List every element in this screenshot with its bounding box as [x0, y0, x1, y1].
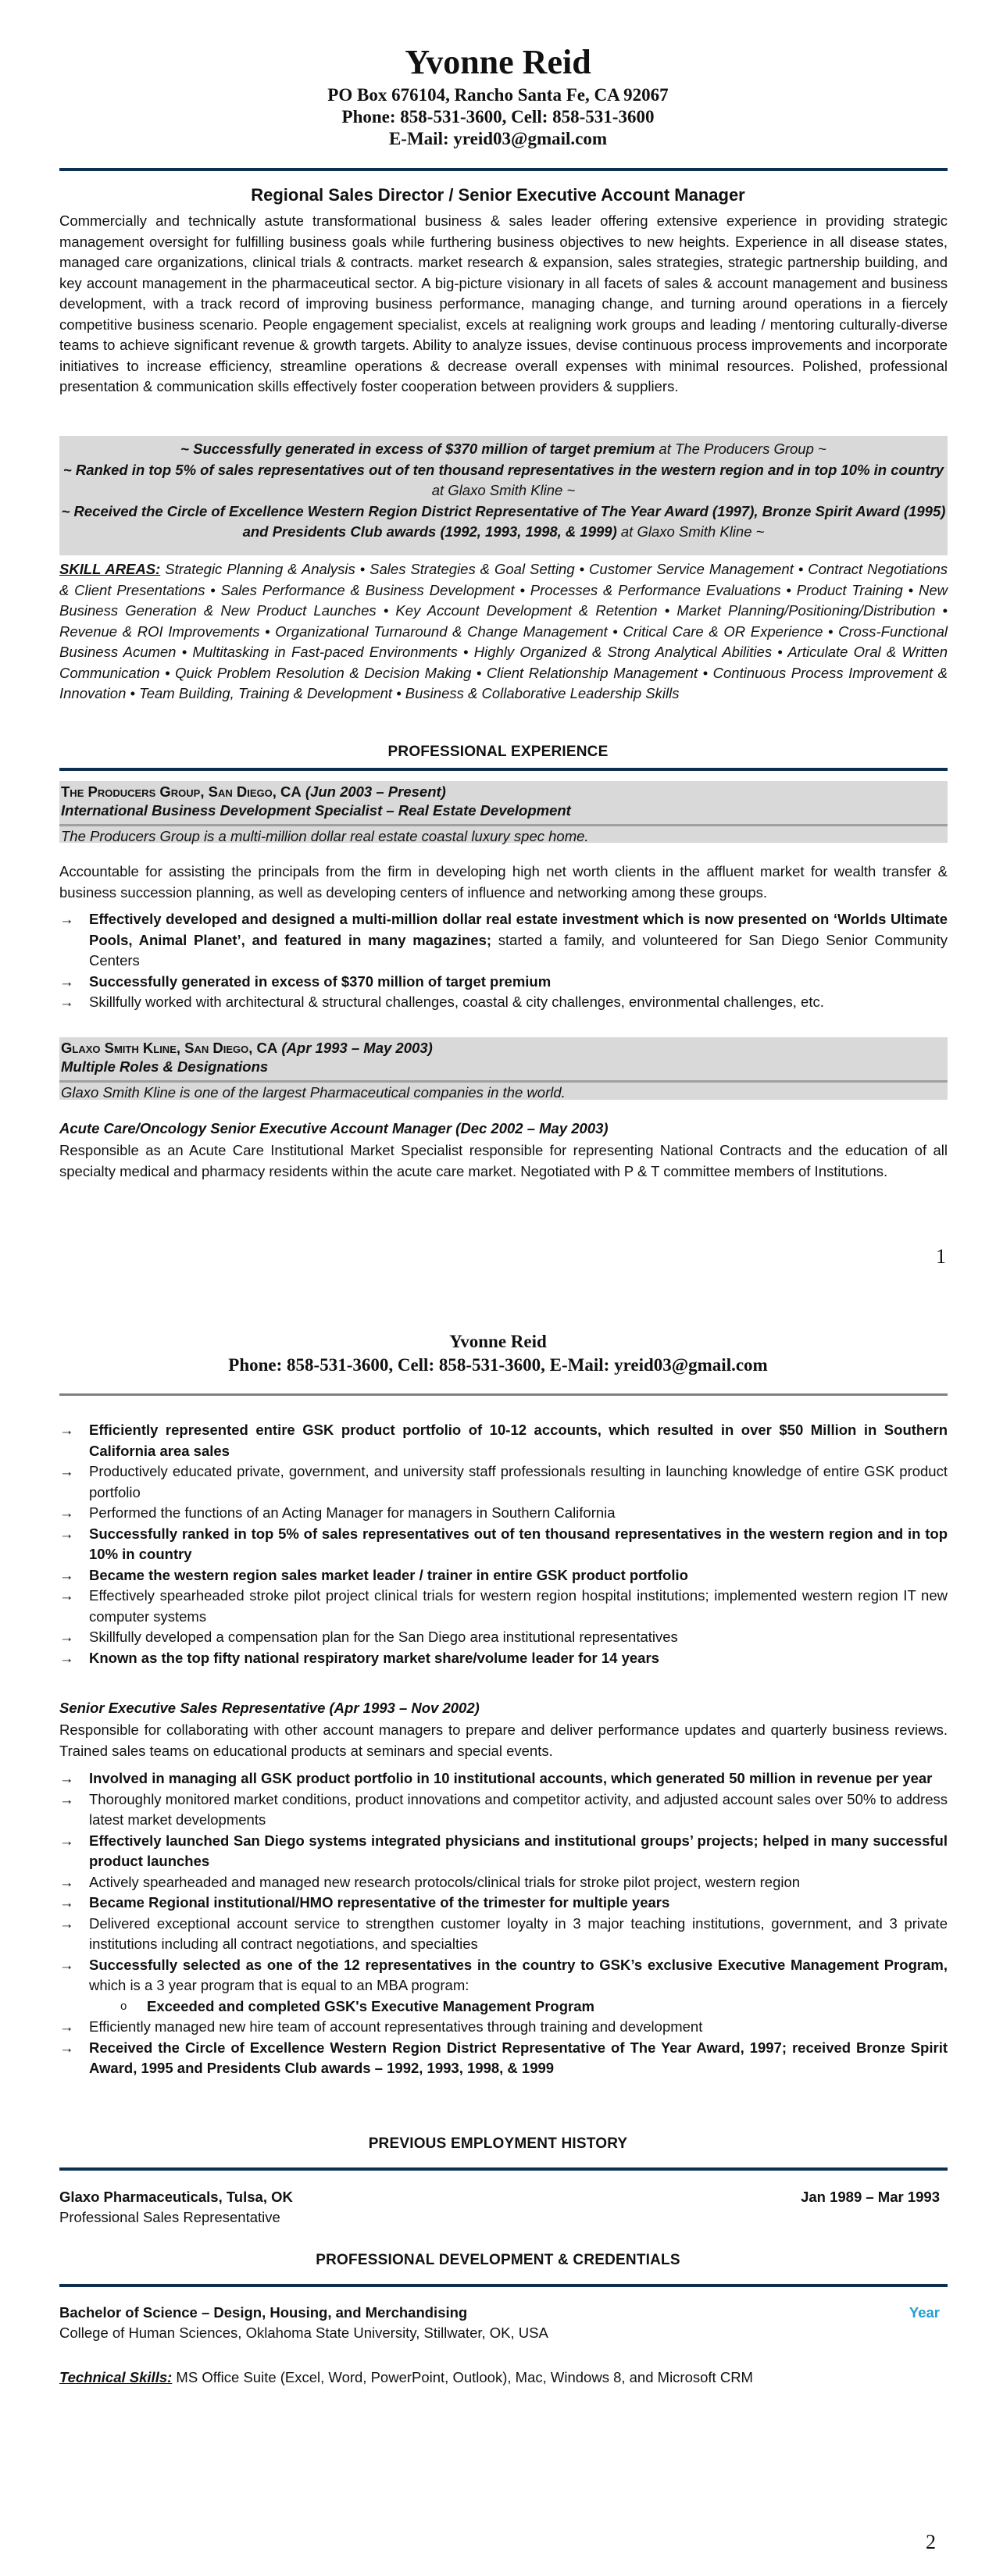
credentials-divider: [59, 2284, 948, 2287]
previous-employment-divider: [59, 2167, 948, 2171]
job1-dates: (Jun 2003 – Present): [305, 783, 446, 800]
list-item: → Successfully generated in excess of $370 million of target premium: [59, 972, 948, 993]
arrow-bullet-icon: →: [59, 2018, 74, 2035]
list-item: → Performed the functions of an Acting Manager for managers in Southern California: [59, 1503, 948, 1524]
page2-contact: Phone: 858-531-3600, Cell: 858-531-3600, E-Mail: yreid03@gmail.com: [228, 1355, 768, 1375]
arrow-bullet-icon: →: [59, 1894, 74, 1911]
job1-company-desc: The Producers Group is a multi-million dollar real estate coastal luxury spec home.: [61, 828, 589, 844]
job1-company-line: [59, 781, 948, 801]
education-year: Year: [909, 2304, 940, 2321]
previous-job: [59, 2187, 948, 2228]
arrow-bullet-icon: →: [59, 972, 74, 990]
arrow-bullet-icon: →: [59, 1463, 74, 1479]
list-item: → Became the western region sales market leader / trainer in entire GSK product portfolio: [59, 1565, 948, 1586]
page-number-2: 2: [926, 2531, 936, 2553]
phone: Phone: 858-531-3600, Cell: 858-531-3600: [341, 107, 655, 127]
highlights-box: [59, 436, 948, 555]
job1-company: The Producers Group, San Diego, CA: [61, 783, 302, 800]
education-degree: Bachelor of Science – Design, Housing, and Merchandising: [59, 2304, 468, 2321]
list-item: → Actively spearheaded and managed new research protocols/clinical trials for stroke pilot project, western region: [59, 1872, 948, 1893]
job2-company: Glaxo Smith Kline, San Diego, CA: [61, 1040, 278, 1056]
arrow-bullet-icon: →: [59, 1873, 74, 1890]
arrow-bullet-icon: →: [59, 1566, 74, 1583]
list-item: → Skillfully worked with architectural & structural challenges, coastal & city challenges, environmental challenges, etc.: [59, 992, 948, 1013]
page2-name: Yvonne Reid: [449, 1332, 547, 1351]
subrole1-bullets: [59, 1420, 948, 1668]
highlight-3: ~ Received the Circle of Excellence Western Region District Representative of The Year Award (1997), Bronze Spirit Award (1995) and Presidents Club awards (1992, 1993, 1998, & 1999) at Glaxo Smith Kline ~: [61, 502, 946, 540]
arrow-bullet-icon: →: [59, 1525, 74, 1542]
arrow-bullet-icon: →: [59, 1770, 74, 1786]
job2-company-desc: Glaxo Smith Kline is one of the largest Pharmaceutical companies in the world.: [61, 1084, 566, 1101]
previous-job-dates: Jan 1989 – Mar 1993: [801, 2189, 940, 2205]
arrow-bullet-icon: →: [59, 1832, 74, 1849]
job1-role: International Business Development Specialist – Real Estate Development: [61, 802, 571, 819]
section-title-experience: PROFESSIONAL EXPERIENCE: [387, 744, 609, 760]
previous-job-company: Glaxo Pharmaceuticals, Tulsa, OK: [59, 2189, 293, 2205]
arrow-bullet-icon: →: [59, 2039, 74, 2056]
arrow-bullet-icon: →: [59, 1629, 74, 1645]
list-item: → Known as the top fifty national respiratory market share/volume leader for 14 years: [59, 1648, 948, 1669]
list-item: → Thoroughly monitored market conditions, product innovations and competitor activity, and adjusted account sales over 50% to address latest market developments: [59, 1790, 948, 1828]
list-item: → Became Regional institutional/HMO representative of the trimester for multiple years: [59, 1893, 948, 1914]
technical-skills: [59, 2367, 948, 2388]
headline: Regional Sales Director / Senior Executive Account Manager: [251, 185, 745, 205]
page-number-1: 1: [936, 1245, 946, 1268]
list-item: → Productively educated private, government, and university staff professionals resulting in launching knowledge of entire GSK product portfolio: [59, 1463, 948, 1500]
list-item: → Efficiently managed new hire team of account representatives through training and development: [59, 2017, 948, 2038]
subrole1-description: Responsible as an Acute Care Institutional Market Specialist responsible for representing National Contracts and the education of all specialty medical and pharmacy residents within the acute care market. Negotiated with P & T committee members of Institutions.: [59, 1142, 948, 1179]
list-item-sub: o Exceeded and completed GSK's Executive Management Program: [59, 1996, 948, 2018]
list-item: → Successfully selected as one of the 12 representatives in the country to GSK’s exclusive Executive Management Program, which is a 3 year program that is equal to an MBA program:: [59, 1956, 948, 1993]
arrow-bullet-icon: →: [59, 911, 74, 927]
list-item: → Efficiently represented entire GSK product portfolio of 10-12 accounts, which resulted in over $50 Million in Southern California area sales: [59, 1422, 948, 1459]
list-item: → Effectively developed and designed a multi-million dollar real estate investment which is now presented on ‘Worlds Ultimate Pools, Animal Planet’, and featured in many magazines; started a family, and volunteered for San Diego Senior Community Centers: [59, 911, 948, 969]
job1-description: Accountable for assisting the principals from the firm in developing high net worth clients in the affluent market for wealth transfer & business succession planning, as well as developing centers of influence and networking among these groups.: [59, 863, 948, 901]
job2-role: Multiple Roles & Designations: [61, 1058, 269, 1075]
highlight-2: ~ Ranked in top 5% of sales representatives out of ten thousand representatives in the western region and in top 10% in country at Glaxo Smith Kline ~: [62, 461, 944, 498]
job2-company-line: [59, 1037, 948, 1058]
circle-bullet-icon: o: [120, 1999, 127, 2013]
job2-dates: (Apr 1993 – May 2003): [281, 1040, 433, 1056]
education-school: College of Human Sciences, Oklahoma State University, Stillwater, OK, USA: [59, 2324, 548, 2341]
job1-header-box: [59, 781, 948, 843]
subrole2-title: Senior Executive Sales Representative (Apr 1993 – Nov 2002): [59, 1700, 480, 1716]
list-item: → Successfully ranked in top 5% of sales representatives out of ten thousand representatives in the western region and in top 10% in country: [59, 1525, 948, 1562]
technical-skills-label: Technical Skills:: [59, 2369, 173, 2385]
job1-bullets: [59, 909, 948, 1013]
section-title-credentials: PROFESSIONAL DEVELOPMENT & CREDENTIALS: [316, 2252, 680, 2268]
subrole2-description: Responsible for collaborating with other account managers to prepare and deliver performance updates and quarterly business reviews. Trained sales teams on educational products at seminars and special events.: [59, 1721, 948, 1759]
page2-header-divider: [59, 1393, 948, 1396]
summary-paragraph: Commercially and technically astute transformational business & sales leader offering extensive experience in providing strategic management oversight for fulfilling business goals while furthering business objectives to new heights. Experience in all disease states, managed care organizations, clinical trials & contracts. market research & expansion, sales strategies, strategic partnership building, and key account management in the pharmaceutical sector. A big-picture visionary in all facets of sales & account management and business development, with a track record of improving business performance, managing change, and turning around operations in a fiercely competitive business scenario. People engagement specialist, excels at realigning work groups and leading / mentoring culturally-diverse teams to achieve significant revenue & growth targets. Ability to analyze issues, devise continuous process improvements and incorporate initiatives to increase efficiency, streamline operations & decrease overall expenses with minimal resources. Polished, professional presentation & communication skills effectively foster cooperation between providers & suppliers.: [59, 212, 948, 394]
list-item: → Delivered exceptional account service to strengthen customer loyalty in 3 major teaching institutions, government, and 3 private institutions including all contract negotiations, and specialties: [59, 1914, 948, 1952]
previous-job-role: Professional Sales Representative: [59, 2209, 280, 2225]
email: E-Mail: yreid03@gmail.com: [388, 129, 608, 148]
education: [59, 2303, 948, 2343]
subrole1-title: Acute Care/Oncology Senior Executive Account Manager (Dec 2002 – May 2003): [59, 1120, 609, 1136]
experience-divider: [59, 768, 948, 771]
list-item: → Involved in managing all GSK product portfolio in 10 institutional accounts, which generated 50 million in revenue per year: [59, 1768, 948, 1789]
arrow-bullet-icon: →: [59, 1504, 74, 1521]
arrow-bullet-icon: →: [59, 1587, 74, 1604]
resume-name: Yvonne Reid: [405, 43, 591, 81]
skill-areas-list: Strategic Planning & Analysis • Sales Strategies & Goal Setting • Customer Service Management • Contract Negotiations & Client Presentations • Sales Performance & Business Development • Processes & Performance Evaluations • Product Training • New Business Generation & New Product Launches • Key Account Development & Retention • Market Planning/Positioning/Distribution • Revenue & ROI Improvements • Organizational Turnaround & Change Management • Critical Care & OR Experience • Cross-Functional Business Acumen • Multitasking in Fast-paced Environments • Highly Organized & Strong Analytical Abilities • Articulate Oral & Written Communication • Quick Problem Resolution & Decision Making • Client Relationship Management • Continuous Process Improvement & Innovation • Team Building, Training & Development • Business & Collaborative Leadership Skills: [59, 561, 948, 701]
list-item: → Effectively launched San Diego systems integrated physicians and institutional groups’ projects; helped in many successful product launches: [59, 1832, 948, 1869]
arrow-bullet-icon: →: [59, 1649, 74, 1666]
highlight-1: ~ Successfully generated in excess of $370 million of target premium at The Producers Group ~: [180, 441, 826, 457]
list-item: → Skillfully developed a compensation plan for the San Diego area institutional representatives: [59, 1627, 948, 1648]
subrole2-bullets: [59, 1768, 948, 2079]
job2-header-box: [59, 1037, 948, 1100]
list-item: → Received the Circle of Excellence Western Region District Representative of The Year Award, 1997; received Bronze Spirit Award, 1995 and Presidents Club awards – 1992, 1993, 1998, & 1999: [59, 2039, 948, 2076]
arrow-bullet-icon: →: [59, 994, 74, 1010]
list-item: → Effectively spearheaded stroke pilot project clinical trials for western region hospital institutions; implemented western region IT new computer systems: [59, 1587, 948, 1625]
address: PO Box 676104, Rancho Santa Fe, CA 92067: [327, 85, 669, 105]
header-divider: [59, 168, 948, 171]
skill-areas-label: SKILL AREAS:: [59, 561, 161, 577]
arrow-bullet-icon: →: [59, 1956, 74, 1973]
arrow-bullet-icon: →: [59, 1422, 74, 1438]
arrow-bullet-icon: →: [59, 1914, 74, 1932]
skill-areas: [59, 559, 948, 705]
section-title-previous-employment: PREVIOUS EMPLOYMENT HISTORY: [368, 2135, 628, 2152]
technical-skills-text: MS Office Suite (Excel, Word, PowerPoint, Outlook), Mac, Windows 8, and Microsoft CRM: [172, 2369, 753, 2385]
arrow-bullet-icon: →: [59, 1790, 74, 1807]
